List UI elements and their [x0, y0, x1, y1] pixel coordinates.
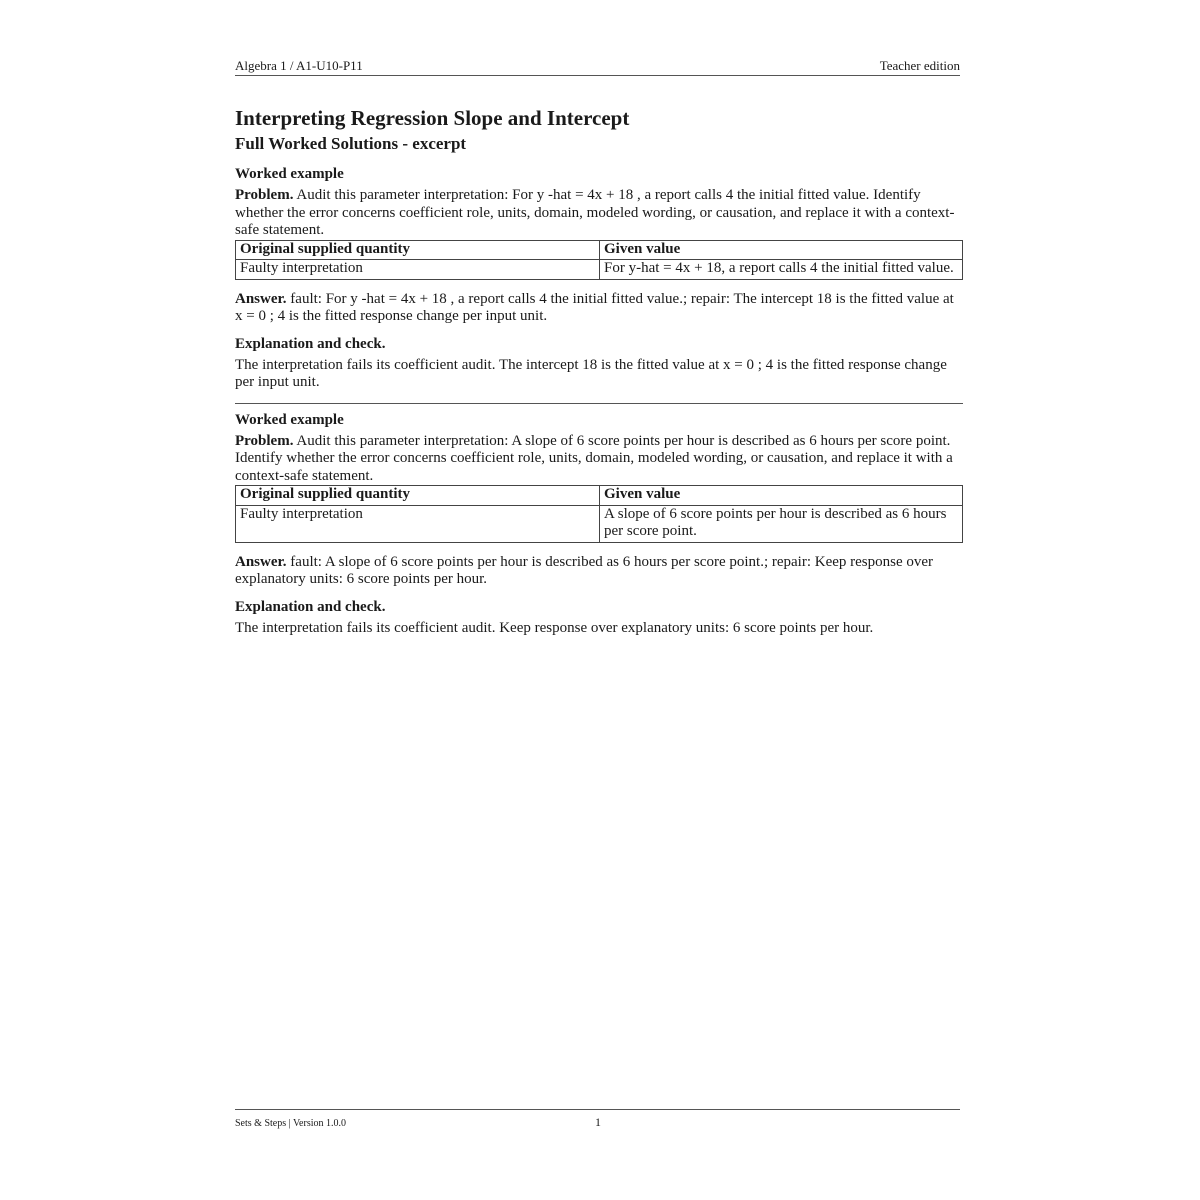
- worked-example-heading: Worked example: [235, 166, 344, 182]
- explanation-text: The interpretation fails its coefficient audit. Keep response over explanatory units: 6 score points per hour.: [235, 619, 874, 636]
- answer-text: fault: A slope of 6 score points per hour is described as 6 hours per score point.; repair: Keep response over explanatory units: 6 score points per hour.: [235, 553, 934, 587]
- table-row: [236, 260, 963, 280]
- course-code: Algebra 1 / A1-U10-P11: [235, 58, 363, 73]
- problem-label: Problem.: [235, 187, 294, 203]
- answer-label: Answer.: [235, 290, 287, 307]
- table-cell: A slope of 6 score points per hour is described as 6 hours per score point.: [600, 505, 963, 542]
- answer-label: Answer.: [235, 553, 287, 570]
- quantity-table: [235, 485, 963, 543]
- explanation-text: The interpretation fails its coefficient audit. The intercept 18 is the fitted value at x = 0 ; 4 is the fitted response change per input unit.: [235, 356, 947, 390]
- problem-text: Audit this parameter interpretation: For y -hat = 4x + 18 , a report calls 4 the initial fitted value. Identify whether the error concerns coefficient role, units, domain, modeled wording, or causation, and replace it with a context-safe statement.: [235, 187, 955, 238]
- table-header-row: [236, 486, 963, 506]
- explanation-heading: Explanation and check.: [235, 335, 386, 352]
- problem-text: Audit this parameter interpretation: A slope of 6 score points per hour is described as 6 hours per score point. Identify whether the error concerns coefficient role, units, domain, modeled wording, or causation, and replace it with a context-safe statement.: [235, 432, 953, 484]
- answer: [235, 554, 965, 589]
- section-divider: [235, 403, 963, 404]
- worked-example-heading: Worked example: [235, 411, 344, 428]
- column-header: Original supplied quantity: [236, 486, 600, 506]
- answer-text: fault: For y -hat = 4x + 18 , a report calls 4 the initial fitted value.; repair: The intercept 18 is the fitted value at x = 0 ; 4 is the fitted response change per input unit.: [235, 290, 954, 324]
- document-body: [235, 104, 965, 648]
- problem-statement: [235, 187, 965, 240]
- answer: [235, 291, 965, 326]
- edition-label: Teacher edition: [879, 58, 960, 73]
- page-subtitle: Full Worked Solutions - excerpt: [235, 134, 467, 153]
- column-header: Given value: [600, 486, 963, 506]
- worked-example-2: [235, 410, 965, 638]
- explanation-heading: Explanation and check.: [235, 598, 386, 615]
- running-footer: [235, 1109, 960, 1129]
- table-row: [236, 505, 963, 542]
- page-title: Interpreting Regression Slope and Intercept: [235, 106, 630, 130]
- column-header: Given value: [600, 240, 963, 260]
- running-header: [235, 57, 960, 76]
- page: [235, 0, 965, 1200]
- worked-example-1: [235, 164, 965, 392]
- problem-statement: [235, 433, 965, 486]
- table-cell: Faulty interpretation: [236, 505, 600, 542]
- column-header: Original supplied quantity: [236, 240, 600, 260]
- table-header-row: [236, 240, 963, 260]
- publisher-version: Sets & Steps | Version 1.0.0: [235, 1118, 346, 1129]
- table-cell: Faulty interpretation: [236, 260, 600, 280]
- problem-label: Problem.: [235, 432, 294, 449]
- page-number: 1: [595, 1115, 601, 1129]
- quantity-table: [235, 240, 963, 280]
- table-cell: For y-hat = 4x + 18, a report calls 4 the initial fitted value.: [600, 260, 963, 280]
